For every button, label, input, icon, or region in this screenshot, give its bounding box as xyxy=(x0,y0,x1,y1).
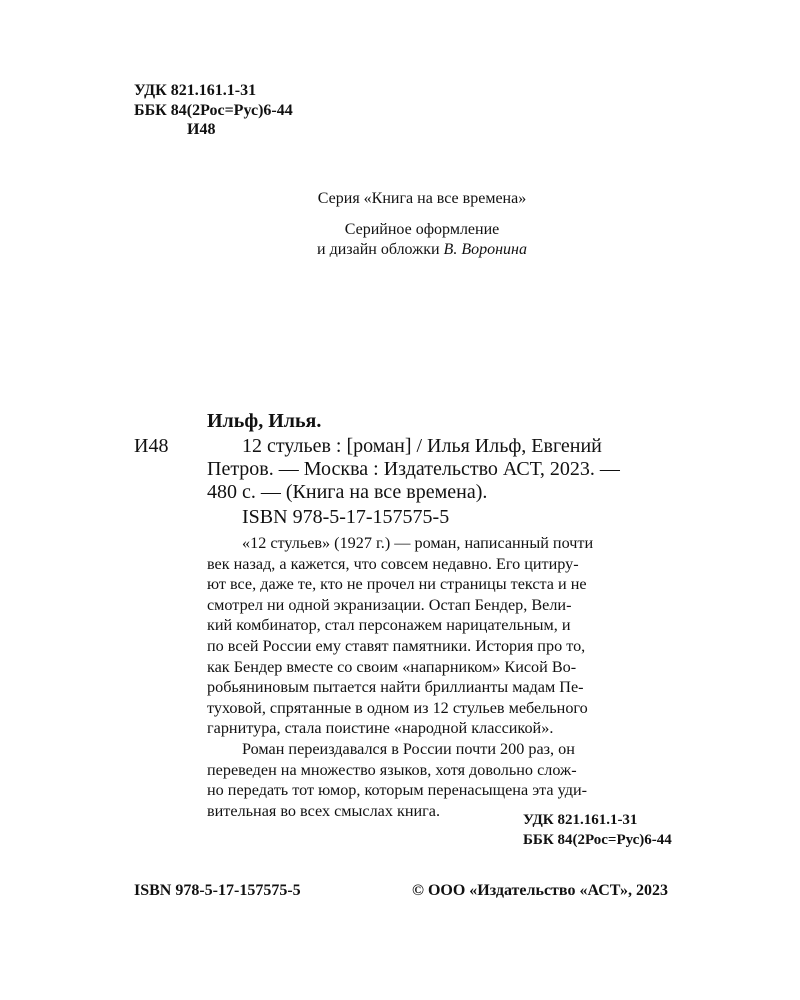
series-title: Серия «Книга на все времена» xyxy=(317,190,527,207)
annotation-line: но передать тот юмор, которым перенасыщена эта уди- xyxy=(207,781,588,800)
annotation-body xyxy=(207,554,588,739)
cover-design-line-1: Серийное оформление xyxy=(344,221,500,238)
annotation-line: туховой, спрятанные в одном из 12 стульев мебельного xyxy=(207,698,588,717)
annotation-line: вительная во всех смыслах книга. xyxy=(207,801,441,820)
card-bbk-code: ББК 84(2Рос=Рус)6-44 xyxy=(523,832,672,848)
annotation-line: робьяниновым пытается найти бриллианты мадам Пе- xyxy=(207,678,584,697)
series-block xyxy=(0,189,800,209)
cover-design-line-2 xyxy=(0,240,800,260)
catalog-entry-line: Петров. — Москва : Издательство АСТ, 2023. — xyxy=(207,458,620,480)
annotation-line: ют все, даже те, кто не прочел ни страницы текста и не xyxy=(207,575,587,594)
annotation-line: век назад, а кажется, что совсем недавно. Его цитиру- xyxy=(207,554,579,573)
author-mark: И48 xyxy=(187,121,216,138)
annotation-line: гарнитура, стала поистине «народной классикой». xyxy=(207,719,554,738)
annotation-line: по всей России ему ставят памятники. История про то, xyxy=(207,636,586,655)
copyright-notice: © ООО «Издательство «АСТ», 2023 xyxy=(412,882,669,899)
annotation-line: смотрел ни одной экранизации. Остап Бендер, Вели- xyxy=(207,595,572,614)
annotation-line: «12 стульев» (1927 г.) — роман, написанный почти xyxy=(242,534,594,552)
annotation-line: переведен на множество языков, хотя довольно слож- xyxy=(207,760,577,779)
cover-design-prefix: и дизайн обложки xyxy=(317,241,444,258)
author-heading: Ильф, Илья. xyxy=(207,410,322,432)
annotation-line: кий комбинатор, стал персонажем нарицательным, и xyxy=(207,616,571,635)
bbk-code: ББК 84(2Рос=Рус)6-44 xyxy=(134,102,293,119)
catalog-entry-line: 12 стульев : [роман] / Илья Ильф, Евгений xyxy=(242,435,602,457)
annotation-line: как Бендер вместе со своим «напарником» Кисой Во- xyxy=(207,657,577,676)
cover-design-block xyxy=(0,220,800,260)
designer-name: В. Воронина xyxy=(443,241,527,258)
footer-isbn: ISBN 978-5-17-157575-5 xyxy=(134,882,301,899)
card-udk-code: УДК 821.161.1-31 xyxy=(523,812,638,828)
udk-code: УДК 821.161.1-31 xyxy=(134,82,257,99)
catalog-entry-continued xyxy=(207,458,620,504)
catalog-entry xyxy=(242,435,602,458)
catalog-entry-line: 480 с. — (Книга на все времена). xyxy=(207,481,488,503)
catalog-isbn: ISBN 978-5-17-157575-5 xyxy=(242,506,450,528)
annotation-line: Роман переиздавался в России почти 200 раз, он xyxy=(242,740,575,758)
catalog-author-mark: И48 xyxy=(134,435,169,457)
